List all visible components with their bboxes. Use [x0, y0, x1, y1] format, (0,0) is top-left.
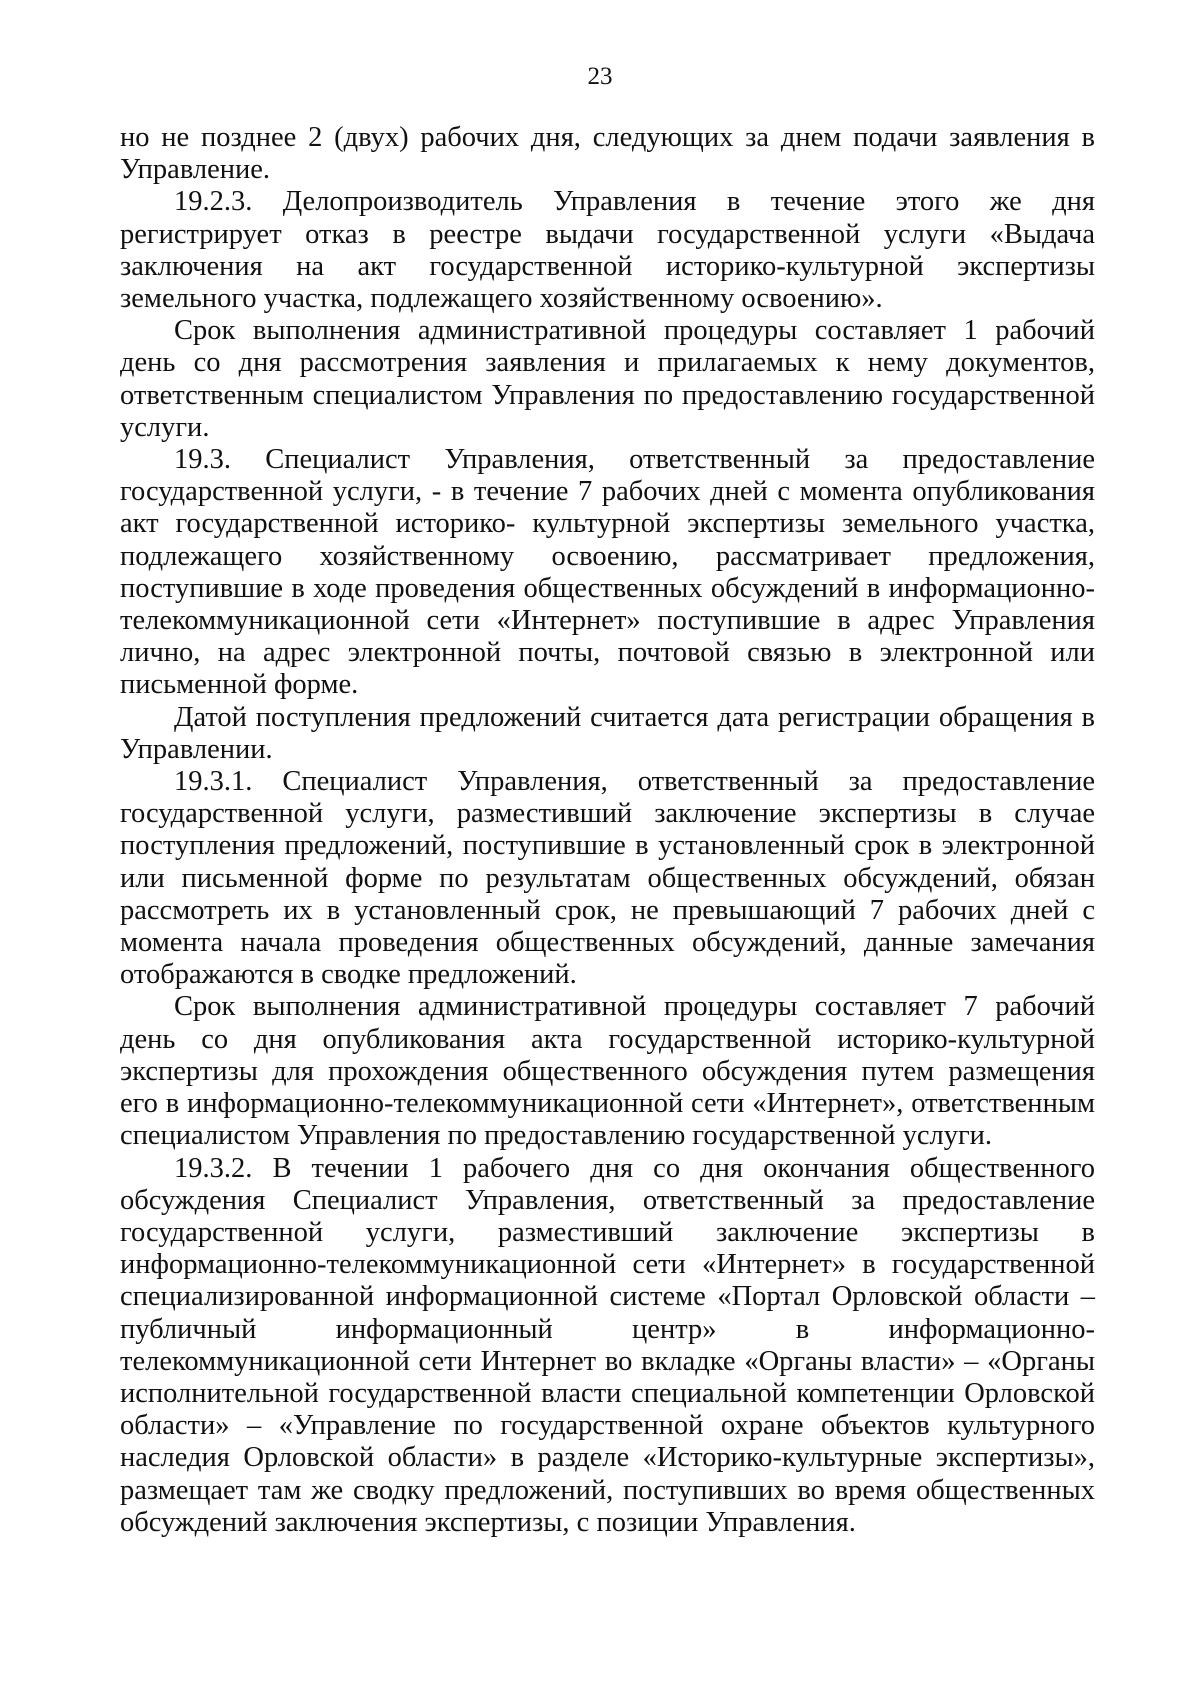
- paragraph-deadline-2: Срок выполнения административной процедуры составляет 7 рабочий день со дня опубликования акта государственной историко-культурной экспертизы для прохождения общественного обсуждения путем размещения его в информационно-телекоммуникационной сети «Интернет», ответственным специалистом Управления по предоставлению государственной услуги.: [120, 991, 1095, 1152]
- paragraph-receipt-date: Датой поступления предложений считается дата регистрации обращения в Управлении.: [120, 701, 1095, 765]
- paragraph-19-3-2: 19.3.2. В течении 1 рабочего дня со дня окончания общественного обсуждения Специалист Управления, ответственный за предоставление государственной услуги, разместивший заключение экспертизы в информационно-телекоммуникационной сети «Интернет» в государственной специализированной информационной системе «Портал Орловской области – публичный информационный центр» в информационно-телекоммуникационной сети Интернет во вкладке «Органы власти» – «Органы исполнительной государственной власти специальной компетенции Орловской области» – «Управление по государственной охране объектов культурного наследия Орловской области» в разделе «Историко-культурные экспертизы», размещает там же сводку предложений, поступивших во время общественных обсуждений заключения экспертизы, с позиции Управления.: [120, 1152, 1095, 1538]
- paragraph-deadline-1: Срок выполнения административной процедуры составляет 1 рабочий день со дня рассмотрения заявления и прилагаемых к нему документов, ответственным специалистом Управления по предоставлению государственной услуги.: [120, 315, 1095, 443]
- document-body: [120, 122, 1095, 1539]
- page-number: 23: [587, 63, 613, 90]
- paragraph-19-3-1: 19.3.1. Специалист Управления, ответственный за предоставление государственной услуги, разместивший заключение экспертизы в случае поступления предложений, поступившие в установленный срок в электронной или письменной форме по результатам общественных обсуждений, обязан рассмотреть их в установленный срок, не превышающий 7 рабочих дней с момента начала проведения общественных обсуждений, данные замечания отображаются в сводке предложений.: [120, 766, 1095, 991]
- paragraph-continuation: но не позднее 2 (двух) рабочих дня, следующих за днем подачи заявления в Управление.: [120, 122, 1095, 186]
- paragraph-19-3: 19.3. Специалист Управления, ответственный за предоставление государственной услуги, - в течение 7 рабочих дней с момента опубликования акт государственной историко- культурной экспертизы земельного участка, подлежащего хозяйственному освоению, рассматривает предложения, поступившие в ходе проведения общественных обсуждений в информационно-телекоммуникационной сети «Интернет» поступившие в адрес Управления лично, на адрес электронной почты, почтовой связью в электронной или письменной форме.: [120, 444, 1095, 701]
- paragraph-19-2-3: 19.2.3. Делопроизводитель Управления в течение этого же дня регистрирует отказ в реестре выдачи государственной услуги «Выдача заключения на акт государственной историко-культурной экспертизы земельного участка, подлежащего хозяйственному освоению».: [120, 186, 1095, 315]
